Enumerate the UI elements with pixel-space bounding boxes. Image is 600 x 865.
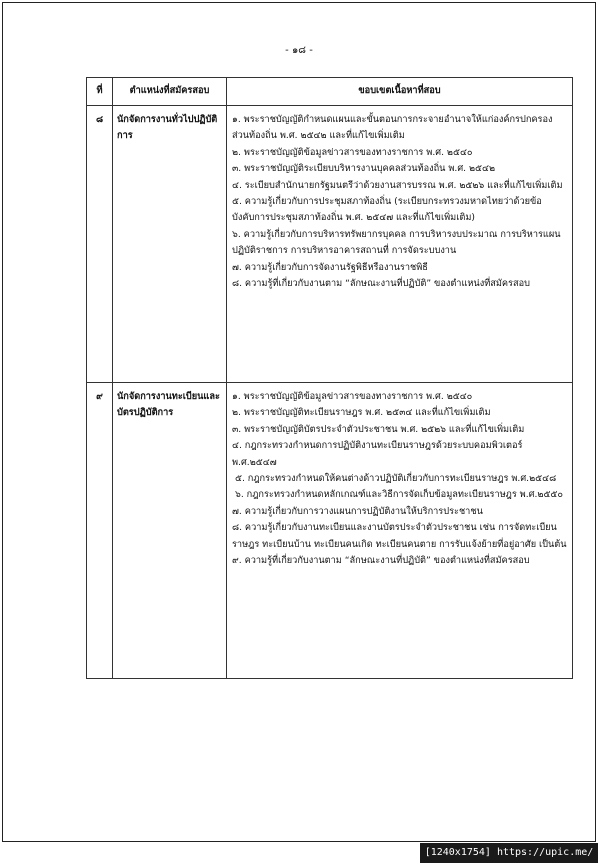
row-position: นักจัดการงานทะเบียนและบัตรปฏิบัติการ [113, 383, 227, 679]
document-page [2, 2, 596, 842]
scope-item: ๗. ความรู้เกี่ยวกับการจัดงานรัฐพิธีหรืองานราชพิธี [232, 261, 428, 273]
exam-scope-table [86, 77, 573, 679]
scope-item: ๔. ระเบียบสำนักนายกรัฐมนตรีว่าด้วยงานสารบรรณ พ.ศ. ๒๕๒๖ และที่แก้ไขเพิ่มเติม [232, 179, 563, 191]
scope-item: ๒. พระราชบัญญัติทะเบียนราษฎร พ.ศ. ๒๕๓๔ และที่แก้ไขเพิ่มเติม [232, 407, 491, 419]
row-number: ๙ [87, 383, 113, 679]
table-header-row [87, 78, 573, 106]
table-row [87, 106, 573, 383]
header-scope: ขอบเขตเนื้อหาที่สอบ [227, 78, 573, 106]
image-size-watermark: [1240x1754] https://upic.me/ [420, 843, 598, 863]
scope-item: ๓. พระราชบัญญัติระเบียบบริหารงานบุคคลส่วนท้องถิ่น พ.ศ. ๒๕๔๒ [232, 163, 496, 175]
scope-item: ๑. พระราชบัญญัติกำหนดแผนและขั้นตอนการกระจายอำนาจให้แก่องค์กรปกครองส่วนท้องถิ่น พ.ศ. ๒๕๔๒ และที่แก้ไขเพิ่มเติม [232, 114, 553, 142]
scope-item: ๖. กฎกระทรวงกำหนดหลักเกณฑ์และวิธีการจัดเก็บข้อมูลทะเบียนราษฎร พ.ศ.๒๕๕๐ [235, 489, 563, 501]
scope-item: ๕. กฎกระทรวงกำหนดให้คนต่างด้าวปฏิบัติเกี่ยวกับการทะเบียนราษฎร พ.ศ.๒๕๔๘ [235, 473, 557, 485]
scope-item: ๘. ความรู้ที่เกี่ยวกับงานตาม “ลักษณะงานที่ปฏิบัติ” ของตำแหน่งที่สมัครสอบ [232, 278, 530, 290]
scope-item: ๙. ความรู้ที่เกี่ยวกับงานตาม “ลักษณะงานที่ปฏิบัติ” ของตำแหน่งที่สมัครสอบ [232, 555, 530, 567]
row-scope [227, 106, 573, 383]
scope-item: ๕. ความรู้เกี่ยวกับการประชุมสภาท้องถิ่น (ระเบียบกระทรวงมหาดไทยว่าด้วยข้อบังคับการประชุมสภาท้องถิ่น พ.ศ. ๒๕๔๗ และที่แก้ไขเพิ่มเติม) [232, 196, 542, 224]
header-position: ตำแหน่งที่สมัครสอบ [113, 78, 227, 106]
scope-item: ๓. พระราชบัญญัติบัตรประจำตัวประชาชน พ.ศ. ๒๕๒๖ และที่แก้ไขเพิ่มเติม [232, 423, 525, 435]
row-number: ๘ [87, 106, 113, 383]
scope-item: ๒. พระราชบัญญัติข้อมูลข่าวสารของทางราชการ พ.ศ. ๒๕๔๐ [232, 146, 473, 158]
table-row [87, 383, 573, 679]
scope-item: ๔. กฎกระทรวงกำหนดการปฏิบัติงานทะเบียนราษฎรด้วยระบบคอมพิวเตอร์ พ.ศ.๒๕๔๗ [232, 440, 523, 468]
scope-item: ๑. พระราชบัญญัติข้อมูลข่าวสารของทางราชการ พ.ศ. ๒๕๔๐ [232, 391, 473, 402]
row-position: นักจัดการงานทั่วไปปฏิบัติการ [113, 106, 227, 383]
scope-item: ๖. ความรู้เกี่ยวกับการบริหารทรัพยากรบุคคล การบริหารงบประมาณ การบริหารแผนปฏิบัติราชการ การบริหารอาคารสถานที่ การจัดระบบงาน [232, 228, 561, 257]
page-number: - ๑๘ - [285, 45, 313, 56]
scope-item: ๘. ความรู้เกี่ยวกับงานทะเบียนและงานบัตรประจำตัวประชาชน เช่น การจัดทะเบียนราษฎร ทะเบียนบ้าน ทะเบียนคนเกิด ทะเบียนคนตาย การรับแจ้งย้ายที่อยู่อาศัย เป็นต้น [232, 522, 567, 550]
header-no: ที่ [87, 78, 113, 106]
row-scope [227, 383, 573, 679]
scope-item: ๗. ความรู้เกี่ยวกับการวางแผนการปฏิบัติงานให้บริการประชาชน [232, 505, 483, 517]
